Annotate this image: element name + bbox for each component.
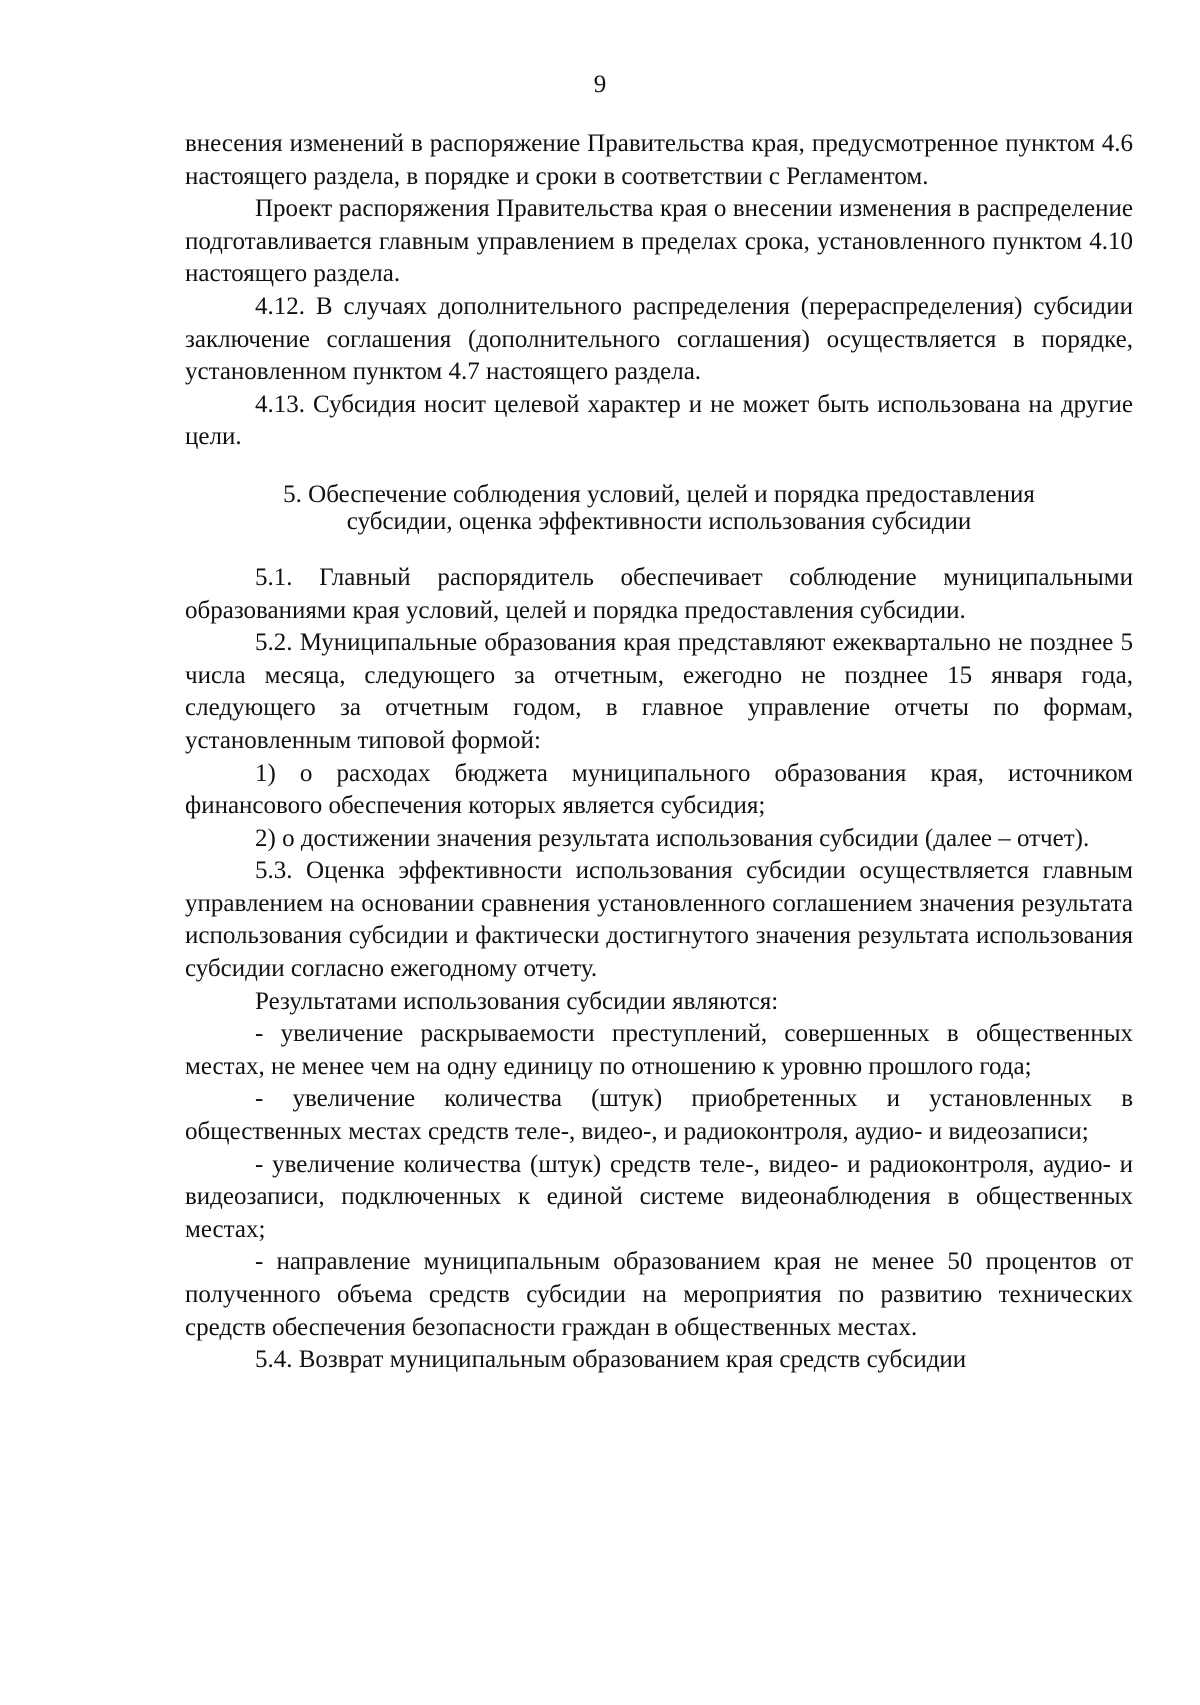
list-item: - увеличение раскрываемости преступлений, совершенных в общественных местах, не менее чем на одну единицу по отношению к уровню прошлого года; (185, 1020, 1133, 1080)
page-number: 9 (593, 71, 607, 98)
list-item: - увеличение количества (штук) средств теле-, видео- и радиоконтроля, аудио- и видеозаписи, подключенных к единой системе видеонаблюдения в общественных местах; (185, 1150, 1133, 1243)
document-body (185, 128, 1133, 1377)
list-item: - направление муниципальным образованием края не менее 50 процентов от полученного объема средств субсидии на мероприятия по развитию технических средств обеспечения безопасности граждан в общественных местах. (185, 1248, 1133, 1341)
section-heading-line: субсидии, оценка эффективности использования субсидии (346, 507, 972, 535)
paragraph-5-1: 5.1. Главный распорядитель обеспечивает соблюдение муниципальными образованиями края условий, целей и порядка предоставления субсидии. (185, 563, 1133, 624)
section-heading-5 (185, 481, 1133, 535)
paragraph: Проект распоряжения Правительства края о внесении изменения в распределение подготавливается главным управлением в пределах срока, установленного пунктом 4.10 настоящего раздела. (185, 195, 1133, 288)
section-heading-line: 5. Обеспечение соблюдения условий, целей и порядка предоставления (283, 480, 1035, 508)
paragraph-5-3: 5.3. Оценка эффективности использования субсидии осуществляется главным управлением на основании сравнения установленного соглашением значения результата использования субсидии и фактически достигнутого значения результата использования субсидии согласно ежегодному отчету. (185, 857, 1133, 983)
paragraph-5-2: 5.2. Муниципальные образования края представляют ежеквартально не позднее 5 числа месяца, следующего за отчетным, ежегодно не позднее 15 января года, следующего за отчетным годом, в главное управление отчеты по формам, установленным типовой формой: (185, 629, 1133, 754)
list-item: - увеличение количества (штук) приобретенных и установленных в общественных местах средств теле-, видео-, и радиоконтроля, аудио- и видеозаписи; (185, 1085, 1133, 1146)
paragraph-4-12: 4.12. В случаях дополнительного распределения (перераспределения) субсидии заключение соглашения (дополнительного соглашения) осуществляется в порядке, установленном пунктом 4.7 настоящего раздела. (185, 292, 1133, 386)
list-item: 2) о достижении значения результата использования субсидии (далее – отчет). (255, 824, 1090, 852)
paragraph: Результатами использования субсидии являются: (255, 987, 779, 1015)
list-item: 1) о расходах бюджета муниципального образования края, источником финансового обеспечения которых является субсидия; (185, 759, 1133, 820)
paragraph-4-13: 4.13. Субсидия носит целевой характер и не может быть использована на другие цели. (185, 390, 1133, 451)
paragraph-5-4: 5.4. Возврат муниципальным образованием края средств субсидии (255, 1346, 967, 1374)
paragraph: внесения изменений в распоряжение Правительства края, предусмотренное пунктом 4.6 настоящего раздела, в порядке и сроки в соответствии с Регламентом. (185, 130, 1133, 190)
